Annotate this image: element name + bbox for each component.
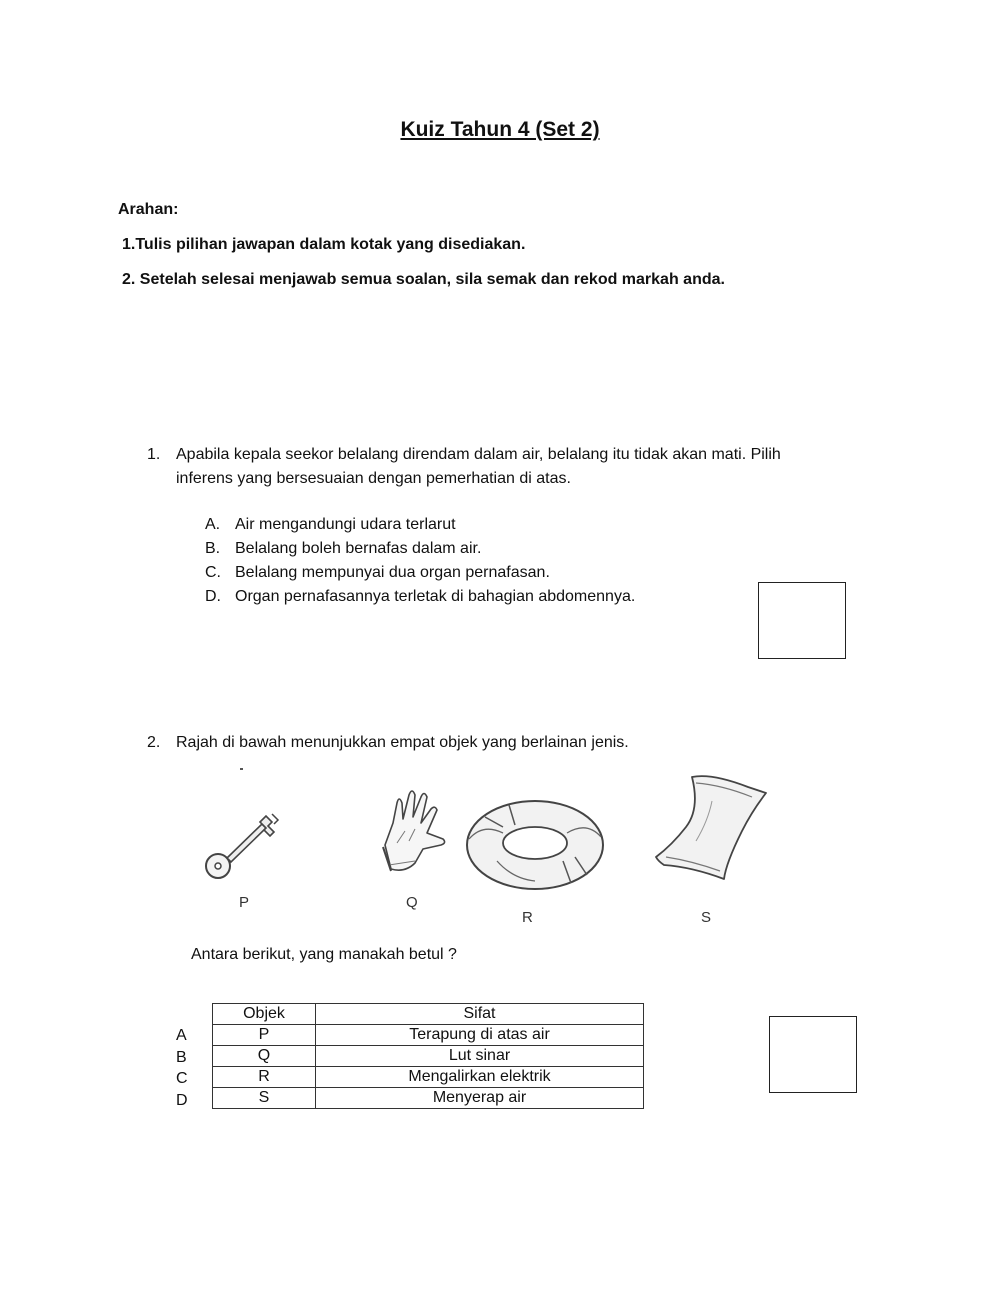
row-letter-c: C <box>176 1070 188 1087</box>
table-header-objek: Objek <box>213 1004 316 1025</box>
question-1-number: 1. <box>147 446 161 463</box>
question-1-options <box>205 513 745 609</box>
instruction-item-1: 1.Tulis pilihan jawapan dalam kotak yang disediakan. <box>122 236 526 253</box>
answer-box-1[interactable] <box>758 582 846 659</box>
question-1-text <box>176 443 876 491</box>
table-row <box>213 1067 644 1088</box>
table-header-sifat: Sifat <box>316 1004 644 1025</box>
answer-box-2[interactable] <box>769 1016 857 1093</box>
question-2-text: Rajah di bawah menunjukkan empat objek yang berlainan jenis. <box>176 734 629 751</box>
option-text: Organ pernafasannya terletak di bahagian abdomennya. <box>235 588 636 605</box>
stray-mark <box>240 768 243 770</box>
question-2-prompt: Antara berikut, yang manakah betul ? <box>191 946 457 963</box>
table-row <box>213 1046 644 1067</box>
figure-label-p: P <box>239 894 250 911</box>
answer-table <box>212 1003 644 1109</box>
option-letter: C. <box>205 564 221 581</box>
figure-label-q: Q <box>406 894 418 911</box>
instruction-item-2: 2. Setelah selesai menjawab semua soalan, sila semak dan rekod markah anda. <box>122 271 725 288</box>
glove-icon <box>375 783 450 883</box>
table-header-row <box>213 1004 644 1025</box>
option-text: Belalang boleh bernafas dalam air. <box>235 540 482 557</box>
row-letter-d: D <box>176 1091 188 1109</box>
option-text: Belalang mempunyai dua organ pernafasan. <box>235 564 550 581</box>
table-cell: Mengalirkan elektrik <box>316 1067 644 1088</box>
option-letter: D. <box>205 588 221 605</box>
table-cell: Menyerap air <box>316 1088 644 1109</box>
option-text: Air mengandungi udara terlarut <box>235 516 456 533</box>
table-cell: Lut sinar <box>316 1046 644 1067</box>
table-cell: S <box>213 1088 316 1109</box>
row-letters <box>176 1025 196 1111</box>
row-letter-b: B <box>176 1048 187 1066</box>
question-2-number: 2. <box>147 734 161 751</box>
table-cell: Q <box>213 1046 316 1067</box>
instructions-heading: Arahan: <box>118 201 179 218</box>
table-cell: R <box>213 1067 316 1088</box>
table-row <box>213 1025 644 1046</box>
row-letter-a: A <box>176 1027 187 1044</box>
table-cell: P <box>213 1025 316 1046</box>
key-icon <box>200 808 290 888</box>
question-1-option-a[interactable] <box>205 513 745 537</box>
figure-label-s: S <box>701 909 712 926</box>
cloth-icon <box>652 771 772 886</box>
option-letter: B. <box>205 540 221 557</box>
swim-ring-icon <box>463 797 608 892</box>
question-1-line-2: inferens yang bersesuaian dengan pemerhatian di atas. <box>176 470 571 487</box>
question-1-option-c[interactable] <box>205 561 745 585</box>
table-cell: Terapung di atas air <box>316 1025 644 1046</box>
question-1-line-1: Apabila kepala seekor belalang direndam dalam air, belalang itu tidak akan mati. Pilih <box>176 446 781 463</box>
option-letter: A. <box>205 516 221 533</box>
page-title: Kuiz Tahun 4 (Set 2) <box>400 118 600 141</box>
table-row <box>213 1088 644 1109</box>
question-1-option-d[interactable] <box>205 585 745 609</box>
question-1-option-b[interactable] <box>205 537 745 561</box>
figure-label-r: R <box>522 909 533 926</box>
